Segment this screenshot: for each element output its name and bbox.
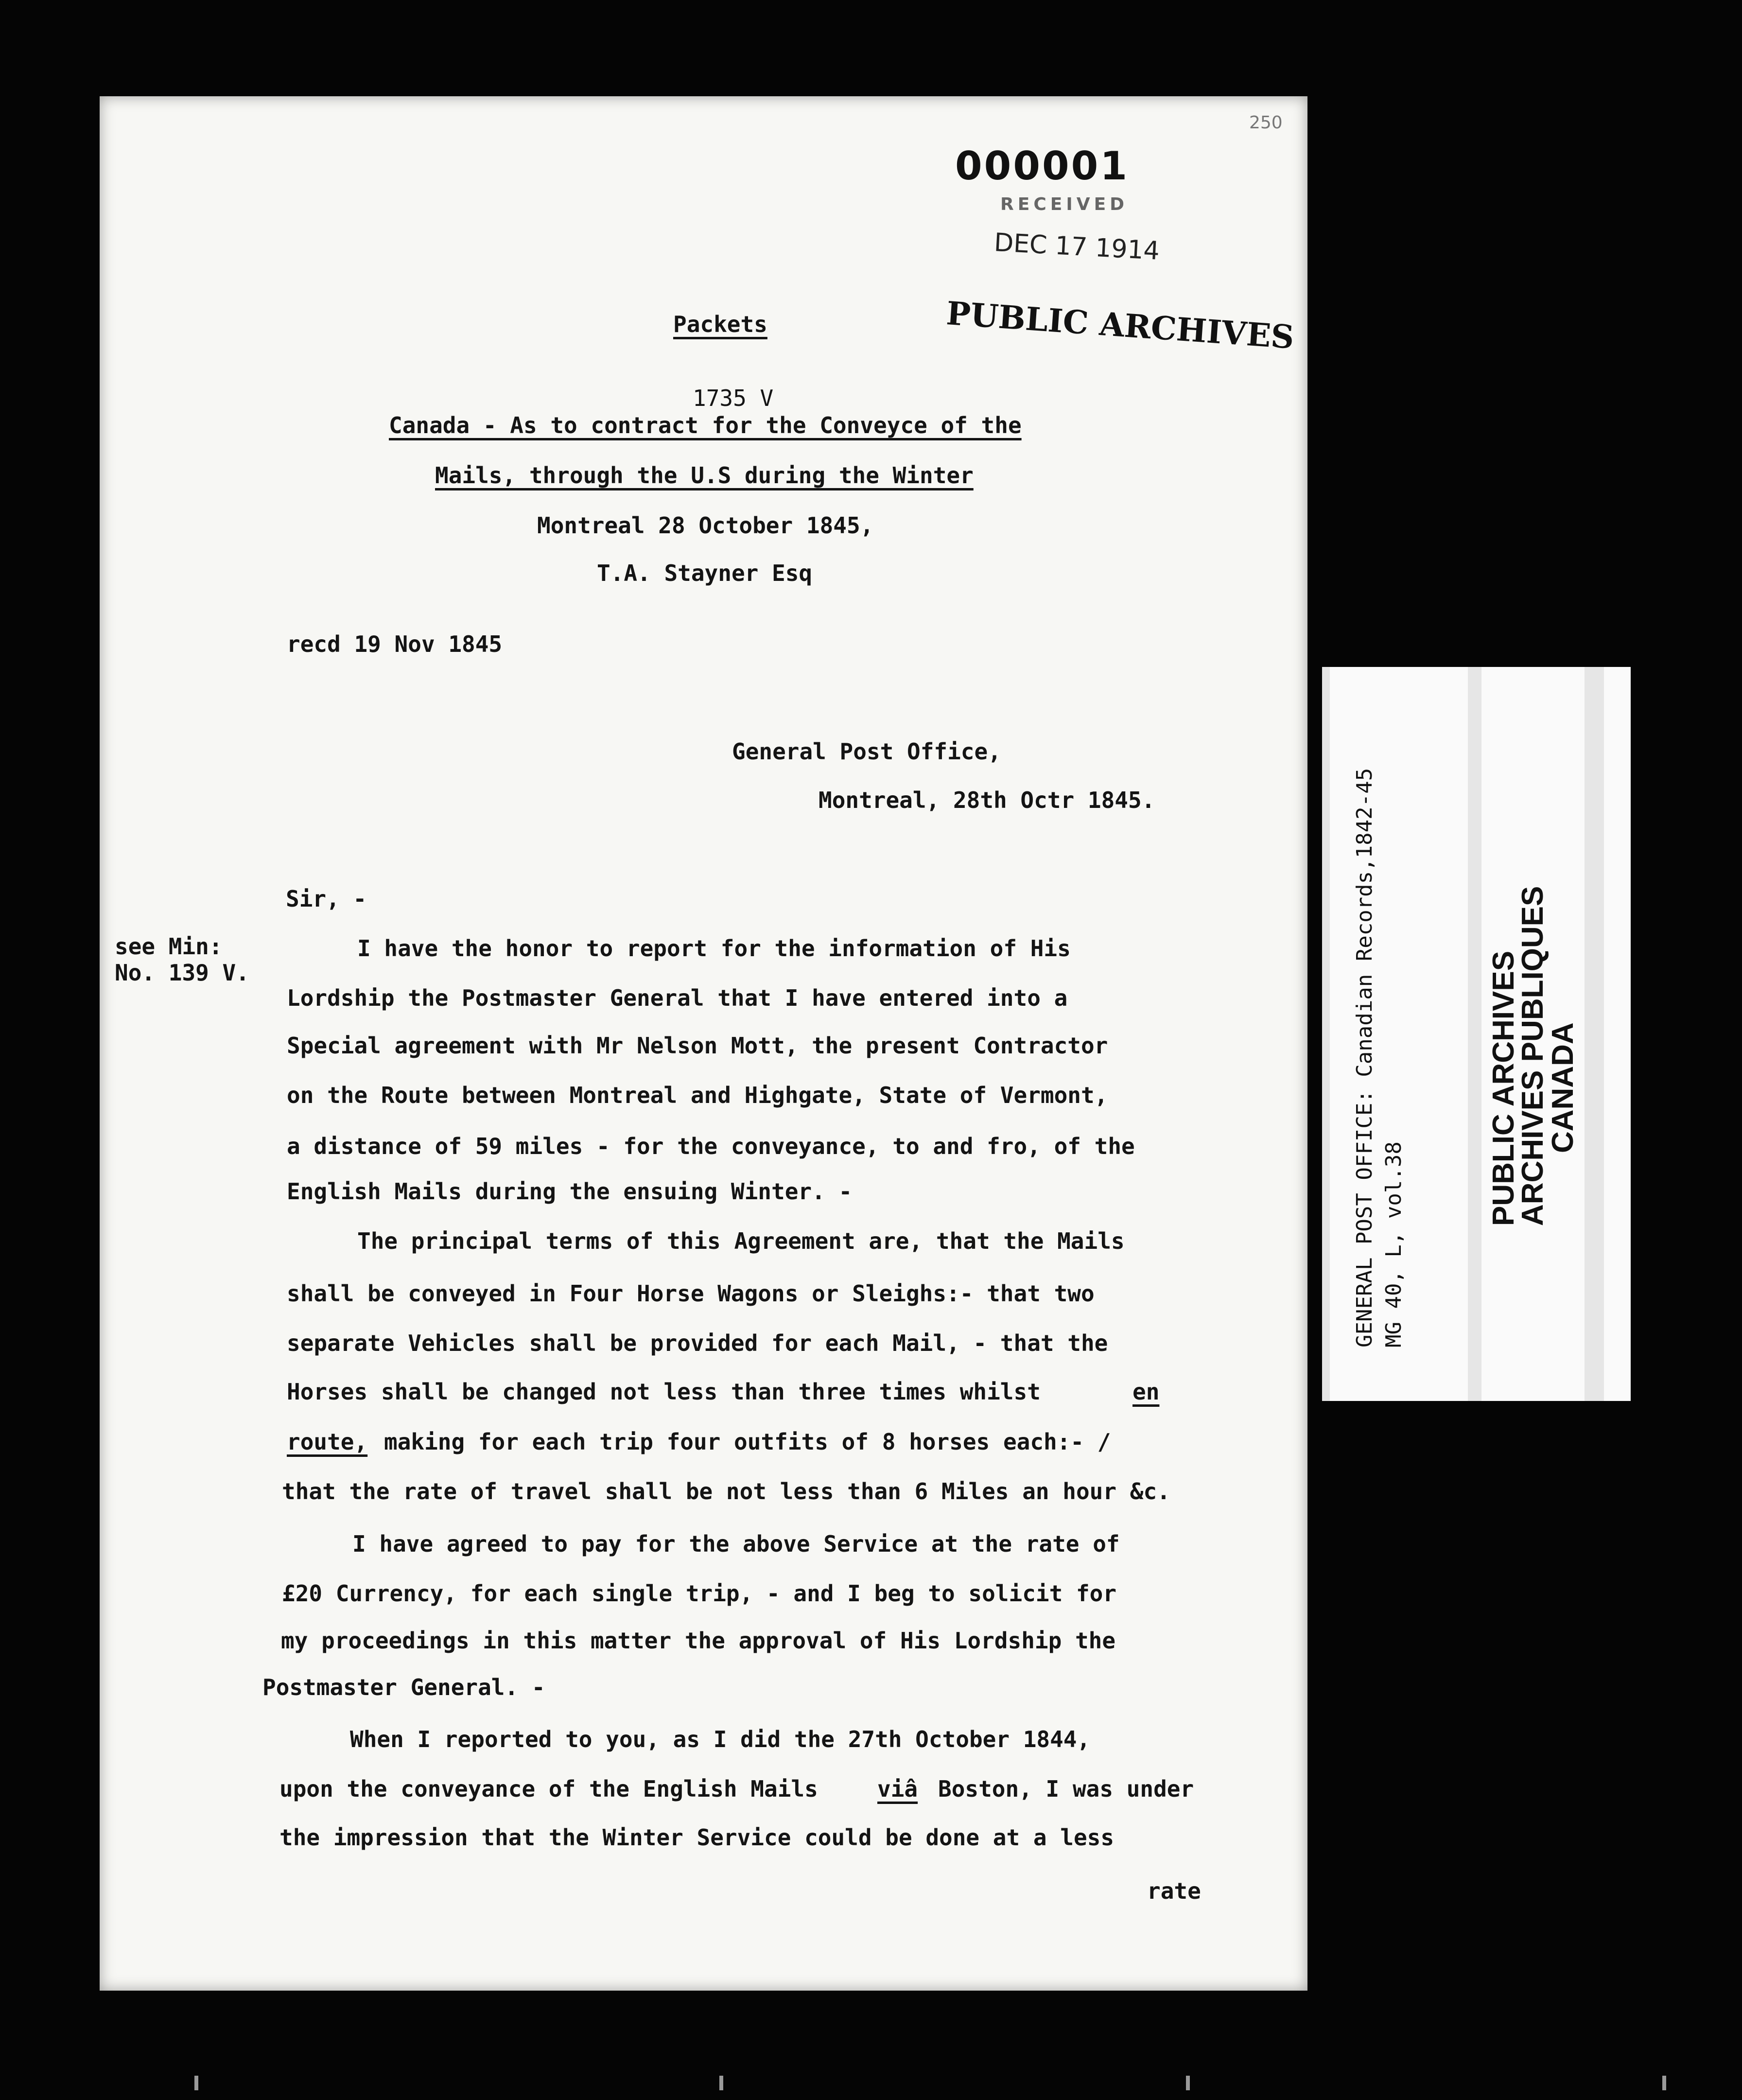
letter-line: separate Vehicles shall be provided for each Mail, - that the — [287, 1330, 1108, 1356]
archive-seal-line-1: PUBLIC ARCHIVES — [1487, 950, 1520, 1226]
letter-line: Special agreement with Mr Nelson Mott, the present Contractor — [287, 1032, 1108, 1059]
archive-seal-line-2: ARCHIVES PUBLIQUES — [1516, 886, 1550, 1226]
letter-line: I have agreed to pay for the above Service at the rate of — [352, 1531, 1120, 1557]
letter-line: that the rate of travel shall be not less than 6 Miles an hour &c. — [282, 1478, 1170, 1505]
margin-note-line-1: see Min: — [115, 933, 223, 960]
subject-line-2: Mails, through the U.S during the Winter — [435, 462, 974, 489]
letter-line: my proceedings in this matter the approval of His Lordship the — [281, 1628, 1116, 1654]
heading-packets: Packets — [673, 311, 767, 337]
public-archives-stamp: PUBLIC ARCHIVES — [945, 294, 1296, 356]
archive-label-line-2: MG 40, L, vol.38 — [1381, 1141, 1406, 1348]
film-edge-mark — [719, 2076, 723, 2090]
archive-label-line-1: GENERAL POST OFFICE: Canadian Records,1842-45 — [1352, 768, 1377, 1348]
address-line-1: General Post Office, — [732, 738, 1001, 765]
letter-line: Postmaster General. - — [262, 1674, 545, 1700]
letter-line: When I reported to you, as I did the 27th October 1844, — [350, 1726, 1091, 1752]
margin-note-line-2: No. 139 V. — [115, 960, 249, 986]
letter-line: the impression that the Winter Service could be done at a less — [279, 1824, 1115, 1851]
letter-line: The principal terms of this Agreement are, that the Mails — [357, 1228, 1125, 1254]
letter-underlined-route: route, — [287, 1429, 368, 1455]
letter-catchword: rate — [1147, 1878, 1201, 1904]
letter-underlined-en: en — [1132, 1379, 1160, 1405]
archive-label — [1322, 667, 1631, 1401]
received-note: recd 19 Nov 1845 — [287, 631, 503, 657]
label-band — [1585, 667, 1604, 1401]
address-line-2: Montreal, 28th Octr 1845. — [819, 787, 1155, 813]
label-band — [1468, 667, 1481, 1401]
letter-line: Boston, I was under — [938, 1776, 1194, 1802]
letter-line: making for each trip four outfits of 8 horses each:- / — [384, 1429, 1111, 1455]
letter-line: Lordship the Postmaster General that I have entered into a — [287, 985, 1068, 1011]
film-edge-mark — [194, 2076, 198, 2090]
label-band — [1322, 667, 1330, 1401]
received-stamp: RECEIVED — [1000, 194, 1129, 214]
archive-number-stamp: 000001 — [955, 143, 1129, 189]
letter-line: a distance of 59 miles - for the conveyance, to and fro, of the — [287, 1133, 1135, 1159]
film-edge-mark — [1662, 2076, 1666, 2090]
letter-line: I have the honor to report for the information of His — [357, 935, 1071, 962]
corner-page-number: 250 — [1249, 113, 1283, 133]
received-date-stamp: DEC 17 1914 — [993, 228, 1161, 266]
subject-line-1: Canada - As to contract for the Conveyce of the — [389, 412, 1022, 438]
archive-seal-line-3: CANADA — [1546, 1022, 1580, 1153]
letter-line: shall be conveyed in Four Horse Wagons or Sleighs:- that two — [287, 1280, 1095, 1307]
letter-line: English Mails during the ensuing Winter. - — [287, 1178, 853, 1205]
letter-line: Horses shall be changed not less than three times whilst — [287, 1379, 1041, 1405]
file-number: 1735 V — [693, 385, 774, 411]
letter-line: upon the conveyance of the English Mails — [279, 1776, 818, 1802]
film-edge-mark — [1186, 2076, 1190, 2090]
from-line: T.A. Stayner Esq — [597, 560, 813, 586]
letter-line: £20 Currency, for each single trip, - and I beg to solicit for — [282, 1580, 1117, 1607]
salutation: Sir, - — [286, 886, 367, 912]
letter-line: on the Route between Montreal and Highgate, State of Vermont, — [287, 1082, 1108, 1108]
letter-underlined-via: viâ — [877, 1776, 918, 1802]
place-date: Montreal 28 October 1845, — [537, 512, 874, 539]
